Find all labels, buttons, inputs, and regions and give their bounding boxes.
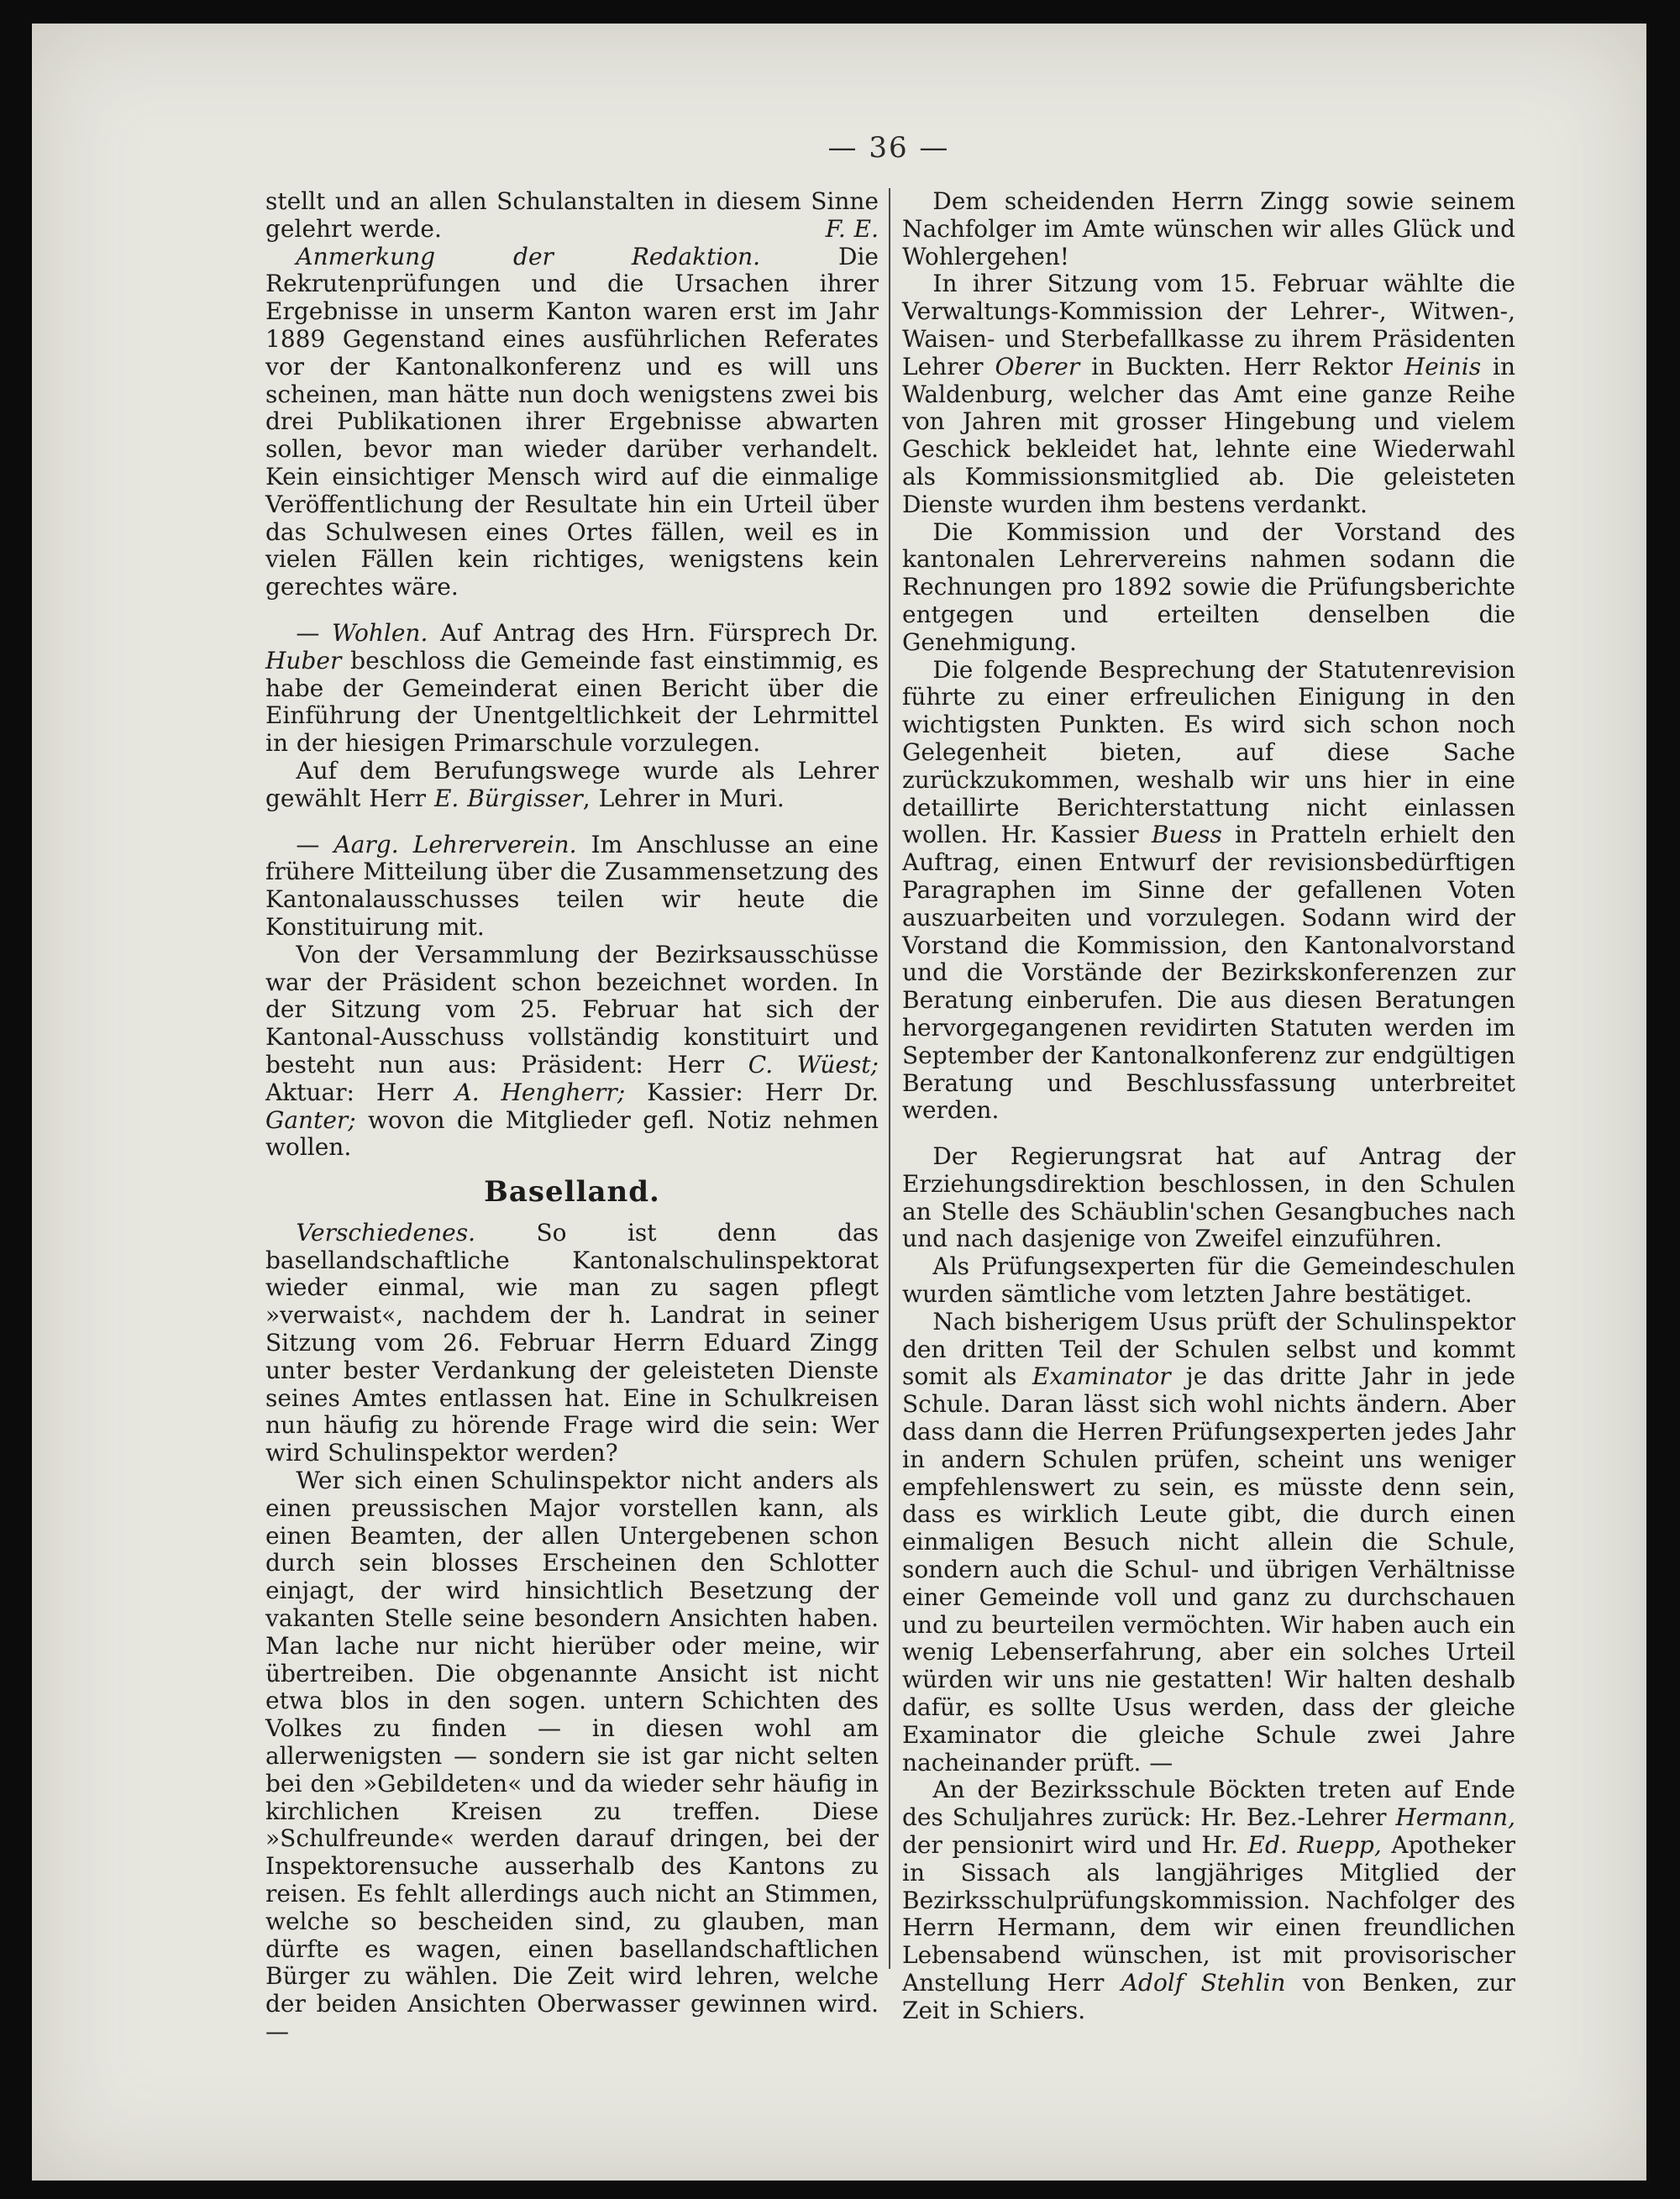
paragraph	[265, 758, 879, 813]
role-term: Examinator	[1032, 1362, 1171, 1391]
person-name: Huber	[265, 646, 342, 674]
paragraph-text: An der Bezirksschule Böckten treten auf Ende des Schuljahres zurück: Hr. Bez.-Lehrer	[902, 1776, 1515, 1832]
person-name: Hermann,	[1395, 1803, 1515, 1832]
paragraph	[902, 1309, 1515, 1777]
paragraph-text: , Lehrer in Muri.	[582, 784, 785, 812]
page	[32, 24, 1646, 2181]
paragraph-text: Im Anschlusse an eine frühere Mitteilung über die Zusammensetzung des Kantonalausschusses teilen wir heute die Konstituirung mit.	[265, 830, 879, 941]
dash: —	[296, 830, 334, 858]
paragraph	[902, 1777, 1515, 2024]
paragraph-text: stellt und an allen Schulanstalten in diesem Sinne gelehrt werde.	[265, 187, 879, 243]
paragraph	[265, 620, 879, 758]
paragraph-text: in Pratteln erhielt den Auftrag, einen Entwurf der revisionsbedürftigen Paragraphen im Sinne der gefallenen Voten auszuarbeiten und vorzulegen. Sodann wird der Vorstand die Kommission, den Kantonalvorstand und die Vorstände der Bezirkskonferenzen zur Beratung einberufen. Die aus diesen Beratungen hervorgegangenen revidirten Statuten werden im September der Kantonalkonferenz zur endgültigen Beratung und Beschlussfassung unterbreitet werden.	[902, 821, 1515, 1125]
paragraph-text: Dem scheidenden Herrn Zingg sowie seinem Nachfolger im Amte wünschen wir alles Glück und Wohlergehen!	[902, 187, 1515, 270]
paragraph-text: Kassier: Herr Dr.	[625, 1078, 879, 1106]
right-column	[902, 188, 1515, 2025]
paragraph-text: wovon die Mitglieder gefl. Notiz nehmen wollen.	[265, 1105, 879, 1162]
paragraph-text: Aktuar: Herr	[265, 1078, 455, 1106]
column-divider	[889, 188, 890, 1969]
paragraph-text: je das dritte Jahr in jede Schule. Daran lässt sich wohl nichts ändern. Aber dass dann die Herren Prüfungsexperten jedes Jahr in andern Schulen prüfen, scheint uns weniger empfehlenswert zu sein, es müsste denn sein, dass es wirklich Leute gibt, die durch einen einmaligen Besuch nicht allein die Schule, sondern auch die Schul- und übrigen Verhältnisse einer Gemeinde voll und ganz zu durchschauen und zu beurteilen vermöchten. Wir haben auch ein wenig Lebenserfahrung, aber ein solches Urteil würden wir uns nie gestatten! Wir halten deshalb dafür, es sollte Usus werden, dass der gleiche Examinator die gleiche Schule zwei Jahre nacheinander prüft. —	[902, 1362, 1515, 1777]
page-number: — 36 —	[827, 131, 950, 165]
paragraph-lead: Verschiedenes.	[296, 1218, 475, 1246]
paragraph-text: In ihrer Sitzung vom 15. Februar wählte die Verwaltungs-Kommission der Lehrer-, Witwen-, Waisen- und Sterbefallkasse zu ihrem Präsidenten Lehrer	[902, 270, 1515, 380]
person-name: Buess	[1151, 821, 1222, 849]
paragraph-text: Von der Versammlung der Bezirksausschüsse war der Präsident schon bezeichnet worden. In der Sitzung vom 25. Februar hat sich der Kantonal-Ausschuss vollständig konstituirt und besteht nun aus: Präsident: Herr	[265, 940, 879, 1079]
person-name: C. Wüest;	[748, 1050, 879, 1079]
paragraph-text: Die folgende Besprechung der Statutenrevision führte zu einer erfreulichen Einigung in den wichtigsten Punkten. Es wird sich schon noch Gelegenheit bieten, auf diese Sache zurückzukommen, weshalb wir uns hier in eine detaillirte Berichterstattung nicht einlassen wollen. Hr. Kassier	[902, 655, 1515, 849]
section-heading: Baselland.	[484, 1175, 660, 1210]
paragraph-text: Auf dem Berufungswege wurde als Lehrer gewählt Herr	[265, 756, 879, 812]
person-name: Ganter;	[265, 1105, 356, 1134]
paragraph	[902, 270, 1515, 518]
paragraph-text: Die Rekrutenprüfungen und die Ursachen ihrer Ergebnisse in unserm Kanton waren erst im Jahr 1889 Gegenstand eines ausführlichen Referates vor der Kantonalkonferenz und es will uns scheinen, man hätte nun doch wenigstens zwei bis drei Publikationen ihrer Ergebnisse abwarten sollen, bevor man wieder darüber verhandelt. Kein einsichtiger Mensch wird auf die einmalige Veröffentlichung der Resultate hin ein Urteil über das Schulwesen eines Ortes fällen, weil es in vielen Fällen kein richtiges, wenigstens kein gerechtes wäre.	[265, 242, 879, 601]
paragraph-text: Die Kommission und der Vorstand des kantonalen Lehrervereins nahmen sodann die Rechnungen pro 1892 sowie die Prüfungsberichte entgegen und erteilten denselben die Genehmigung.	[902, 517, 1515, 656]
paragraph-text: von Benken, zur Zeit in Schiers.	[902, 1969, 1516, 2024]
person-name: E. Bürgisser	[433, 784, 583, 812]
person-name: Oberer	[995, 352, 1080, 380]
paragraph	[902, 657, 1515, 1126]
paragraph-text: Auf Antrag des Hrn. Fürsprech Dr.	[428, 618, 879, 647]
paragraph	[902, 188, 1515, 270]
paragraph	[265, 942, 879, 1162]
person-name: Adolf Stehlin	[1121, 1969, 1286, 1997]
paragraph	[265, 1467, 879, 2046]
left-column	[265, 188, 879, 2046]
dash: —	[296, 618, 333, 647]
paragraph-lead: Anmerkung der Redaktion.	[296, 242, 761, 270]
paragraph-text: So ist denn das basellandschaftliche Kantonalschulinspektorat wieder einmal, wie man zu sagen pflegt »verwaist«, nachdem der h. Landrat in seiner Sitzung vom 26. Februar Herrn Eduard Zingg unter bester Verdankung der geleisteten Dienste seines Amtes entlassen hat. Eine in Schulkreisen nun häufig zu hörende Frage wird die sein: Wer wird Schulinspektor werden?	[265, 1218, 879, 1467]
paragraph-text: Der Regierungsrat hat auf Antrag der Erziehungsdirektion beschlossen, in den Schulen an Stelle des Schäublin'schen Gesangbuches nach und nach dasjenige von Zweifel einzuführen.	[902, 1142, 1515, 1253]
paragraph-text: beschloss die Gemeinde fast einstimmig, es habe der Gemeinderat einen Bericht über die Einführung der Unentgeltlichkeit der Lehrmittel in der hiesigen Primarschule vorzulegen.	[265, 646, 879, 758]
paragraph-text: in Buckten. Herr Rektor	[1079, 352, 1404, 380]
paragraph-text: der pensionirt wird und Hr.	[902, 1831, 1248, 1860]
paragraph-text: Nach bisherigem Usus prüft der Schulinspektor den dritten Teil der Schulen selbst und kommt somit als	[902, 1307, 1515, 1391]
person-name: A. Hengherr;	[454, 1078, 626, 1106]
paragraph	[265, 832, 879, 942]
paragraph-lead: Aarg. Lehrerverein.	[333, 830, 577, 858]
paragraph	[902, 1253, 1515, 1309]
author-initials: F. E.	[825, 214, 879, 243]
paragraph	[265, 244, 879, 601]
paragraph-text: Apotheker in Sissach als langjähriges Mitglied der Bezirksschulprüfungskommission. Nachfolger des Herrn Hermann, dem wir einen freundlichen Lebensabend wünschen, ist mit provisorischer Anstellung Herr	[902, 1831, 1516, 1997]
paragraph	[902, 1143, 1515, 1253]
paragraph	[265, 1220, 879, 1467]
paragraph-lead: Wohlen.	[332, 618, 428, 647]
paragraph-text: Als Prüfungsexperten für die Gemeindeschulen wurden sämtliche vom letzten Jahre bestätiget.	[902, 1252, 1515, 1309]
person-name: Ed. Ruepp,	[1247, 1831, 1382, 1860]
paragraph-text: in Waldenburg, welcher das Amt eine ganze Reihe von Jahren mit grosser Hingebung und vielem Geschick bekleidet hat, lehnte eine Wiederwahl als Kommissionsmitglied ab. Die geleisteten Dienste wurden ihm bestens verdankt.	[902, 352, 1516, 518]
person-name: Heinis	[1404, 352, 1482, 380]
paragraph-text: Wer sich einen Schulinspektor nicht anders als einen preussischen Major vorstellen kann, als einen Beamten, der allen Untergebenen schon durch sein blosses Erscheinen den Schlotter einjagt, der wird hinsichtlich Besetzung der vakanten Stelle seine besondern Ansichten haben. Man lache nur nicht hierüber oder meine, wir übertreiben. Die obgenannte Ansicht ist nicht etwa blos in den sogen. untern Schichten des Volkes zu finden — in diesen wohl am allerwenigsten — sondern sie ist gar nicht selten bei den »Gebildeten« und da wieder sehr häufig in kirchlichen Kreisen zu treffen. Diese »Schulfreunde« werden darauf dringen, bei der Inspektorensuche ausserhalb des Kantons zu reisen. Es fehlt allerdings auch nicht an Stimmen, welche so bescheiden sind, zu glauben, man dürfte es wagen, einen basellandschaftlichen Bürger zu wählen. Die Zeit wird lehren, welche der beiden Ansichten Oberwasser gewinnen wird. —	[265, 1467, 879, 2045]
paragraph	[902, 519, 1515, 657]
